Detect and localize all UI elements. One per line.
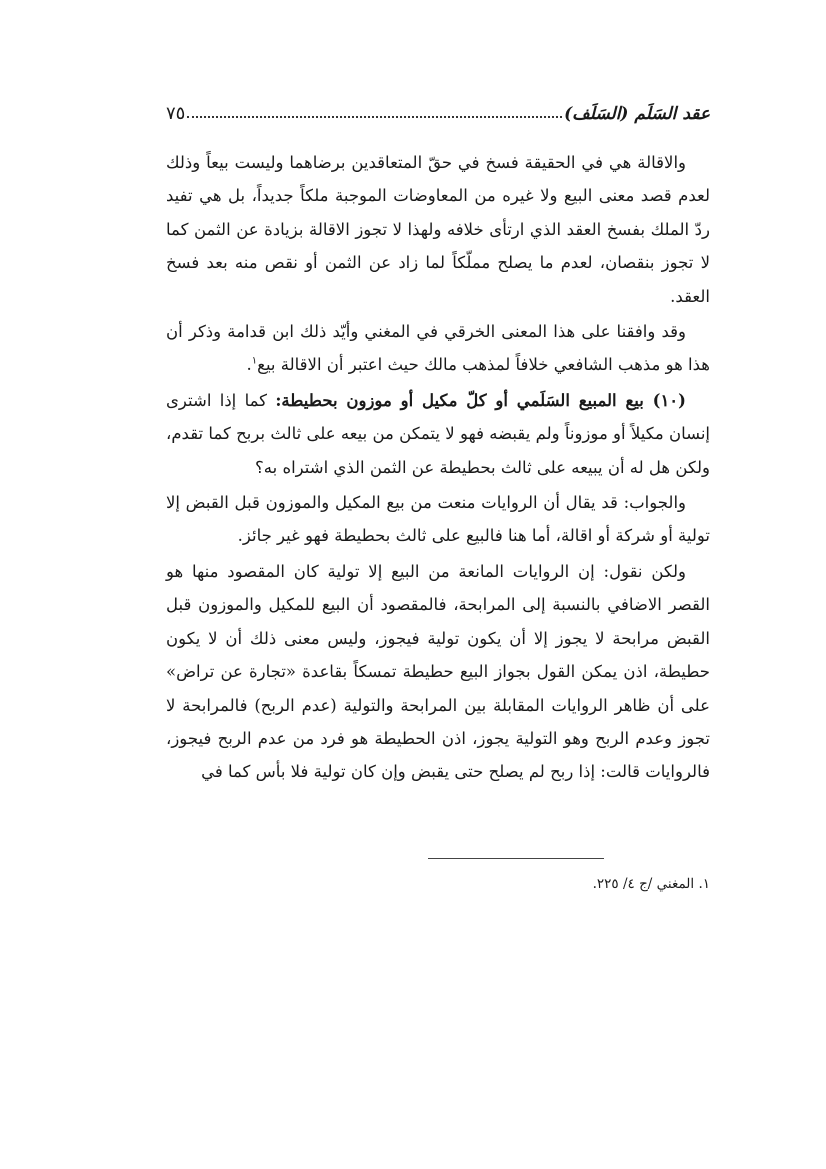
- body-text: [166, 146, 710, 791]
- paragraph-mughni-text: وقد وافقنا على هذا المعنى الخرقي في المغني وأيّد ذلك ابن قدامة وذكر أن هذا هو مذهب الشافعي خلافاً لمذهب مالك حيث اعتبر أن الاقالة بيع: [166, 322, 710, 375]
- paragraph-iqala: والاقالة هي في الحقيقة فسخ في حقّ المتعاقدين برضاهما وليست بيعاً وذلك لعدم قصد معنى البيع ولا غيره من المعاوضات الموجبة ملكاً جديداً، بل هي تفيد ردّ الملك بفسخ العقد الذي ارتأى خلافه ولهذا لا تجوز الاقالة بزيادة عن الثمن كما لا تجوز بنقصان، لعدم ما يصلح مملّكاً لما زاد عن الثمن أو نقص منه بعد فسخ العقد.: [166, 153, 710, 306]
- footnote: ١. المغني /ج ٤/ ٢٢٥.: [592, 876, 710, 892]
- section-10-text: كما إذا اشترى إنسان مكيلاً أو موزوناً ولم يقبضه فهو لا يتمكن من بيعه على ثالث بربح كما تقدم، ولكن هل له أن يبيعه على ثالث بحطيطة عن الثمن الذي اشتراه به؟: [166, 390, 710, 477]
- section-heading: (١٠) بيع المبيع السَلَمي أو كلّ مكيل أو موزون بحطيطة:: [275, 390, 686, 410]
- paragraph-section-10: [166, 384, 710, 484]
- paragraph-argument: ولكن نقول: إن الروايات المانعة من البيع إلا تولية كان المقصود منها هو القصر الاضافي بالنسبة إلى المرابحة، فالمقصود أن البيع للمكيل والموزون قبل القبض مرابحة لا يجوز إلا أن يكون تولية فيجوز، وليس معنى ذلك أن لا يكون حطيطة، اذن يمكن القول بجواز البيع حطيطة تمسكاً بقاعدة «تجارة عن تراض» على أن ظاهر الروايات المقابلة بين المرابحة والتولية (عدم الربح) فالمرابحة لا تجوز وعدم الربح وهو التولية يجوز، اذن الحطيطة هو فرد من عدم الربح فيجوز، فالروايات قالت: إذا ربح لم يصلح حتى يقبض وإن كان تولية فلا بأس كما في: [166, 561, 710, 782]
- page-number: ٧٥: [166, 103, 186, 124]
- footnote-reference: ١: [251, 355, 258, 367]
- header-dot-leader: [187, 116, 562, 118]
- paragraph-mughni-end: .: [246, 355, 252, 375]
- page-header: [166, 88, 710, 124]
- footnote-divider: [428, 858, 604, 859]
- paragraph-answer: والجواب: قد يقال أن الروايات منعت من بيع المكيل والموزون قبل القبض إلا تولية أو شركة أو اقالة، أما هنا فالبيع على ثالث بحطيطة فهو غير جائز.: [166, 493, 710, 546]
- paragraph-mughni: [166, 315, 710, 382]
- running-title: عقد السَلَم (السَلَف): [564, 104, 710, 124]
